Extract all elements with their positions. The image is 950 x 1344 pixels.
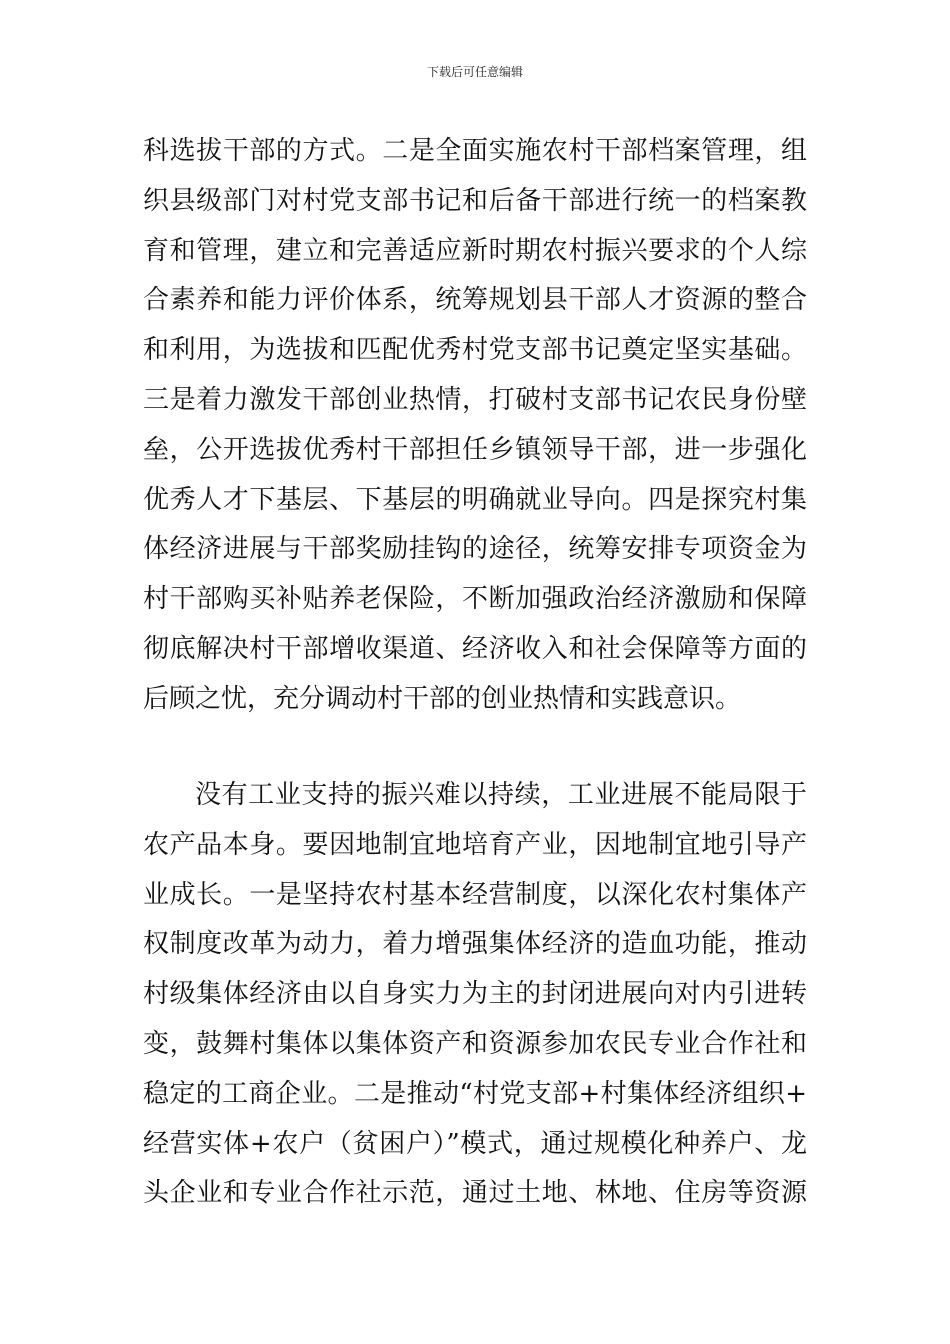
text-line: 体经济进展与干部奖励挂钩的途径，统筹安排专项资金为 [143, 534, 807, 565]
text-line: 没有工业支持的振兴难以持续，工业进展不能局限于 [195, 780, 807, 810]
text-line: 三是着力激发干部创业热情，打破村支部书记农民身份壁 [143, 384, 807, 415]
text-line: 村级集体经济由以自身实力为主的封闭进展向对内引进转 [143, 979, 807, 1010]
text-line: 合素养和能力评价体系，统筹规划县干部人才资源的整合 [143, 285, 807, 316]
text-line: 变，鼓舞村集体以集体资产和资源参加农民专业合作社和 [143, 1028, 807, 1059]
text-line: 业成长。一是坚持农村基本经营制度，以深化农村集体产 [143, 879, 807, 910]
text-line: 育和管理，建立和完善适应新时期农村振兴要求的个人综 [143, 235, 807, 266]
text-line: 织县级部门对村党支部书记和后备干部进行统一的档案教 [143, 185, 807, 216]
text-line: 和利用，为选拔和匹配优秀村党支部书记奠定坚实基础。 [143, 335, 807, 366]
text-line: 彻底解决村干部增收渠道、经济收入和社会保障等方面的 [143, 633, 807, 664]
text-line: 垒，公开选拔优秀村干部担任乡镇领导干部，进一步强化 [143, 434, 807, 465]
text-line: 村干部购买补贴养老保险，不断加强政治经济激励和保障 [143, 584, 807, 615]
paragraph-1 [143, 127, 807, 725]
text-line: 稳定的工商企业。二是推动“村党支部+村集体经济组织+ [143, 1078, 807, 1109]
text-line: 农产品本身。要因地制宜地培育产业，因地制宜地引导产 [143, 829, 807, 860]
text-line: 经营实体+农户（贫困户）”模式，通过规模化种养户、龙 [143, 1128, 807, 1159]
paragraph-2 [143, 771, 807, 1219]
text-line: 优秀人才下基层、下基层的明确就业导向。四是探究村集 [143, 484, 807, 515]
page-header: 下载后可任意编辑 [426, 65, 523, 79]
text-line: 头企业和专业合作社示范，通过土地、林地、住房等资源 [143, 1178, 807, 1209]
text-line: 权制度改革为动力，着力增强集体经济的造血功能，推动 [143, 929, 807, 960]
text-line: 科选拔干部的方式。二是全面实施农村干部档案管理，组 [143, 136, 807, 166]
text-line: 后顾之忧，充分调动村干部的创业热情和实践意识。 [143, 683, 742, 714]
